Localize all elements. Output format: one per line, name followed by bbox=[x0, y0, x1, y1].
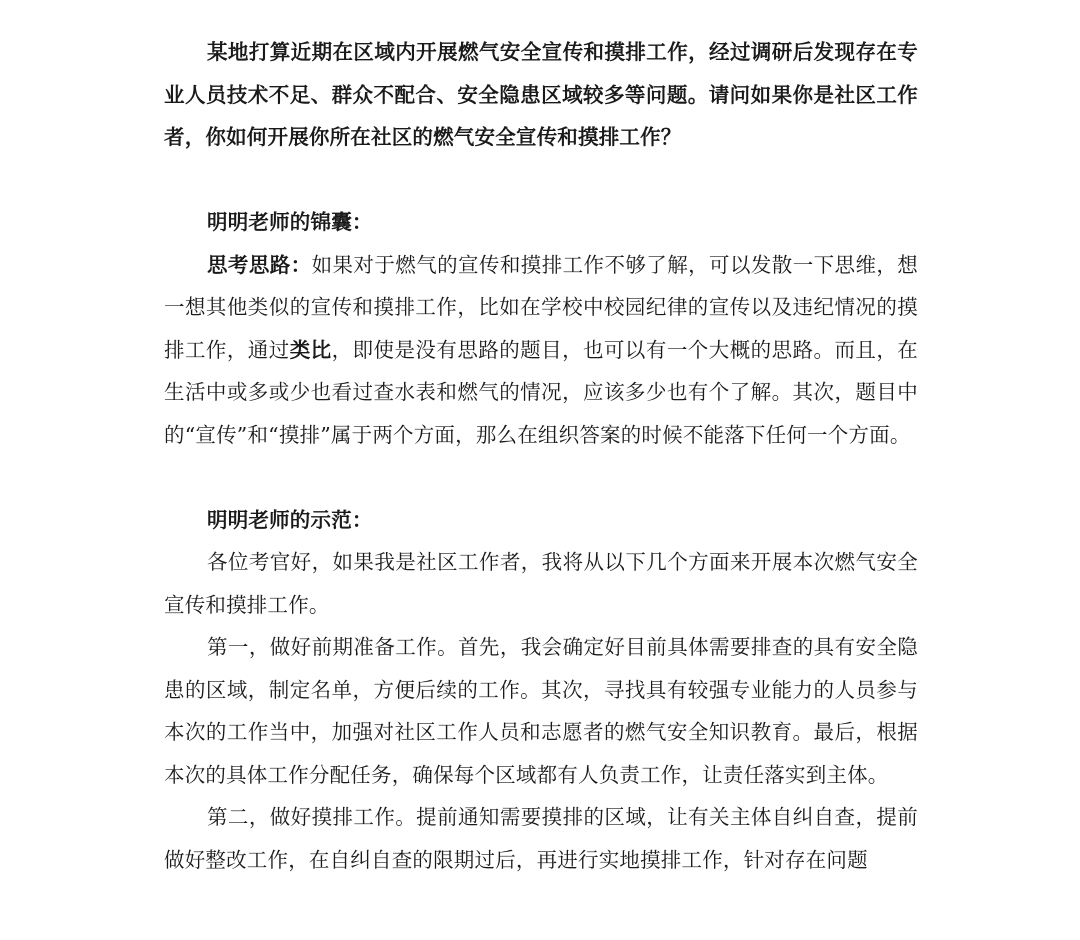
thinking-text-part1: 如果对于燃气的宣传和摸排工作不够了解，可以发散一下思维，想一想其他类似的宣传和摸排工作，比如在学校中校园纪律的宣传以及违纪情况的摸排工作，通过 bbox=[164, 252, 918, 362]
question-paragraph: 某地打算近期在区域内开展燃气安全宣传和摸排工作，经过调研后发现存在专业人员技术不足、群众不配合、安全隐患区域较多等问题。请问如果你是社区工作者，你如何开展你所在社区的燃气安全宣传和摸排工作？ bbox=[164, 40, 918, 149]
tips-heading: 明明老师的锦囊： bbox=[207, 210, 373, 234]
spacer bbox=[164, 159, 918, 202]
thinking-label: 思考思路： bbox=[207, 252, 312, 277]
demo-point-2: 第二，做好摸排工作。提前通知需要摸排的区域，让有关主体自纠自查，提前做好整改工作，在自纠自查的限期过后，再进行实地摸排工作，针对存在问题 bbox=[164, 805, 918, 872]
thinking-text-part2: ，即使是没有思路的题目，也可以有一个大概的思路。而且，在生活中或多或少也看过查水表和燃气的情况，应该多少也有个了解。其次，题目中的“宣传”和“摸排”属于两个方面，那么在组织答案的时候不能落下任何一个方面。 bbox=[164, 337, 918, 447]
thinking-emphasis: 类比 bbox=[289, 337, 332, 362]
demo-point-1: 第一，做好前期准备工作。首先，我会确定好目前具体需要排查的具有安全隐患的区域，制定名单，方便后续的工作。其次，寻找具有较强专业能力的人员参与本次的工作当中，加强对社区工作人员和志愿者的燃气安全知识教育。最后，根据本次的具体工作分配任务，确保每个区域都有人负责工作，让责任落实到主体。 bbox=[164, 635, 918, 787]
demo-intro-paragraph: 各位考官好，如果我是社区工作者，我将从以下几个方面来开展本次燃气安全宣传和摸排工作。 bbox=[164, 550, 918, 617]
document-page bbox=[164, 31, 918, 881]
demo-heading: 明明老师的示范： bbox=[207, 507, 373, 532]
spacer bbox=[164, 456, 918, 499]
thinking-paragraph bbox=[164, 244, 918, 457]
